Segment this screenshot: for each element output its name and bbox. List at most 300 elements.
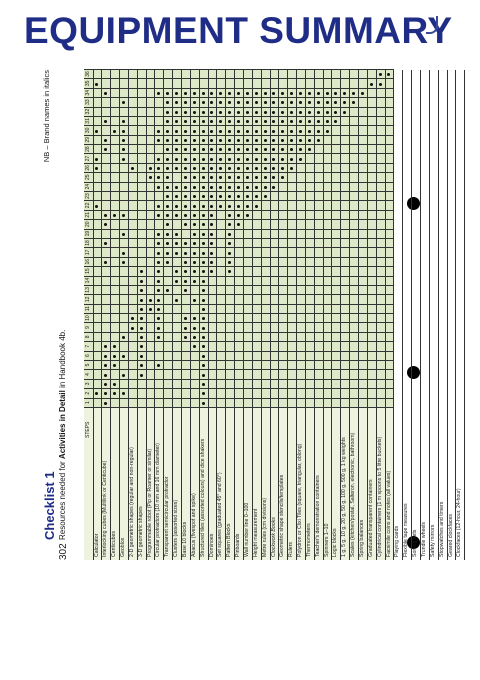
- step-dot: [140, 374, 143, 377]
- step-dot: [202, 402, 205, 405]
- column-number: 31: [85, 118, 91, 124]
- grid-line: [84, 229, 394, 230]
- column-number: 2: [85, 391, 91, 395]
- step-dot: [317, 130, 320, 133]
- equipment-grid: [84, 70, 463, 560]
- step-dot: [246, 205, 249, 208]
- step-dot: [175, 233, 178, 236]
- grid-line: [84, 285, 394, 286]
- step-dot: [202, 261, 205, 264]
- step-dot: [149, 167, 152, 170]
- step-dot: [184, 139, 187, 142]
- step-dot: [264, 111, 267, 114]
- column-number: 18: [85, 240, 91, 246]
- step-dot: [237, 158, 240, 161]
- step-dot: [308, 139, 311, 142]
- step-dot: [308, 111, 311, 114]
- step-dot: [113, 130, 116, 133]
- step-dot: [326, 92, 329, 95]
- grid-line: [84, 163, 394, 164]
- column-number: 16: [85, 258, 91, 265]
- grid-line: [84, 398, 394, 399]
- grid-line: [84, 369, 394, 370]
- equipment-label: Cylindrical containers (1 m spoons to 5 litre buckets): [376, 436, 383, 557]
- step-dot: [175, 111, 178, 114]
- checklist-subtitle: [58, 330, 67, 540]
- equipment-label: Metre rules (cm divisions): [261, 497, 268, 557]
- step-dot: [299, 139, 302, 142]
- step-dot: [246, 186, 249, 189]
- step-dot: [193, 158, 196, 161]
- equipment-label: Geared clockfaces: [447, 514, 454, 557]
- column-number: 19: [85, 230, 91, 237]
- checklist-header: [40, 70, 88, 560]
- checklist-title: Checklist 1: [42, 471, 57, 540]
- step-dot: [228, 158, 231, 161]
- step-dot: [202, 280, 205, 283]
- grid-line: [84, 69, 394, 70]
- step-dot: [140, 308, 143, 311]
- step-dot: [202, 205, 205, 208]
- step-dot: [202, 195, 205, 198]
- step-dot: [326, 111, 329, 114]
- column-number: 13: [85, 287, 91, 293]
- column-number: 28: [85, 146, 91, 152]
- column-number: 30: [85, 127, 91, 134]
- column-number: 26: [85, 165, 91, 171]
- banner-title: EQUIPMENT SUMMARY: [24, 10, 453, 51]
- grid-line: [84, 360, 394, 361]
- column-number: 29: [85, 136, 91, 143]
- column-number: 20: [85, 221, 91, 227]
- binder-hole-icon: [407, 197, 420, 210]
- step-dot: [264, 130, 267, 133]
- step-dot: [193, 299, 196, 302]
- step-dot: [175, 205, 178, 208]
- step-dot: [122, 139, 125, 142]
- grid-line: [84, 107, 394, 108]
- equipment-label: Clockwork Books: [270, 517, 277, 557]
- step-dot: [202, 299, 205, 302]
- step-dot: [193, 139, 196, 142]
- step-dot: [299, 158, 302, 161]
- binder-hole-icon: [407, 366, 420, 379]
- step-dot: [237, 92, 240, 95]
- step-dot: [166, 205, 169, 208]
- equipment-label: Thermometers: [305, 523, 312, 557]
- step-dot: [255, 111, 258, 114]
- grid-line: [84, 154, 394, 155]
- equipment-label: Spring balances: [359, 519, 365, 557]
- step-dot: [184, 205, 187, 208]
- grid-line: [84, 116, 394, 117]
- step-dot: [290, 130, 293, 133]
- column-number: 17: [85, 249, 91, 256]
- column-number: 35: [85, 80, 91, 87]
- step-dot: [326, 130, 329, 133]
- step-dot: [104, 374, 107, 377]
- step-dot: [228, 252, 231, 255]
- step-dot: [184, 214, 187, 217]
- step-dot: [202, 355, 205, 358]
- grid-line: [84, 78, 394, 79]
- step-dot: [317, 120, 320, 123]
- step-dot: [175, 299, 178, 302]
- step-dot: [202, 242, 205, 245]
- column-number: 5: [85, 363, 91, 367]
- step-dot: [166, 111, 169, 114]
- step-dot: [122, 214, 125, 217]
- step-dot: [202, 233, 205, 236]
- equipment-label: Facsimile coins and notes (all values): [385, 470, 392, 557]
- column-number: 15: [85, 268, 91, 274]
- grid-line: [84, 341, 394, 342]
- column-number: 36: [85, 71, 91, 77]
- step-dot: [299, 130, 302, 133]
- step-dot: [379, 73, 382, 76]
- step-dot: [175, 252, 178, 255]
- step-dot: [140, 327, 143, 330]
- step-dot: [140, 364, 143, 367]
- step-dot: [228, 130, 231, 133]
- step-dot: [343, 111, 346, 114]
- step-dot: [140, 299, 143, 302]
- step-dot: [122, 374, 125, 377]
- equipment-label: Pattern Blocks: [226, 523, 233, 557]
- step-dot: [237, 139, 240, 142]
- equipment-summary-banner: [16, 6, 453, 56]
- step-dot: [184, 167, 187, 170]
- step-dot: [175, 186, 178, 189]
- step-dot: [193, 214, 196, 217]
- step-dot: [202, 336, 205, 339]
- column-number: 4: [85, 373, 91, 376]
- step-dot: [184, 336, 187, 339]
- step-dot: [175, 280, 178, 283]
- step-dot: [202, 327, 205, 330]
- step-dot: [166, 158, 169, 161]
- step-dot: [264, 148, 267, 151]
- step-dot: [228, 111, 231, 114]
- step-dot: [202, 120, 205, 123]
- step-dot: [317, 92, 320, 95]
- equipment-label: Spinners 1–10: [323, 523, 330, 557]
- column-number: 7: [85, 344, 91, 348]
- step-dot: [131, 167, 134, 170]
- equipment-label: Safety mirrors: [429, 524, 436, 557]
- equipment-label: Transparent semicircular protractor: [164, 476, 171, 557]
- step-dot: [308, 130, 311, 133]
- step-dot: [202, 186, 205, 189]
- equipment-label: Abacus (fivespot and spike): [190, 493, 197, 557]
- step-dot: [202, 289, 205, 292]
- step-dot: [246, 92, 249, 95]
- equipment-label: Centicubes: [111, 531, 118, 557]
- subtitle-bold: Activities in Detail: [58, 390, 67, 460]
- step-dot: [264, 158, 267, 161]
- equipment-label: Dominoes: [208, 533, 215, 557]
- step-dot: [202, 383, 205, 386]
- equipment-label: Scales (kitchen/postal, Salteron, electronic, bathroom): [350, 432, 357, 557]
- step-dot: [122, 233, 125, 236]
- step-dot: [264, 167, 267, 170]
- step-dot: [246, 139, 249, 142]
- step-dot: [184, 252, 187, 255]
- equipment-label: 1 g, 5 g, 10 g, 20 g, 50 g, 100 g, 500 g, 1 kg weights: [341, 437, 348, 557]
- step-dot: [184, 92, 187, 95]
- column-number: 10: [85, 315, 91, 321]
- column-number: 32: [85, 108, 91, 115]
- equipment-label: Geoblox: [120, 537, 127, 557]
- brand-names-note: NB – Brand names in italics: [42, 70, 51, 163]
- step-dot: [308, 120, 311, 123]
- equipment-label: Flexible tape measures: [403, 503, 410, 557]
- step-dot: [113, 355, 116, 358]
- equipment-label: Set squares (graduated 45° and 60°): [217, 472, 224, 557]
- grid-line: [84, 247, 394, 248]
- step-dot: [290, 111, 293, 114]
- grid-line: [84, 294, 394, 295]
- column-number: 33: [85, 99, 91, 105]
- equipment-label: Teacher's demonstration containers: [314, 475, 321, 557]
- step-dot: [166, 130, 169, 133]
- page-number: 302: [58, 543, 69, 560]
- step-dot: [281, 130, 284, 133]
- step-dot: [175, 158, 178, 161]
- step-dot: [193, 252, 196, 255]
- subtitle-prefix: Resources needed for: [58, 459, 67, 540]
- step-dot: [140, 355, 143, 358]
- step-dot: [202, 111, 205, 114]
- step-dot: [246, 111, 249, 114]
- equipment-label: Base 10 blocks: [182, 521, 188, 557]
- grid-line: [84, 323, 394, 324]
- step-dot: [290, 158, 293, 161]
- step-dot: [184, 280, 187, 283]
- equipment-label: Clusters (assorted sizes): [173, 499, 180, 557]
- grid-line: [84, 351, 394, 352]
- equipment-label: Geometric shape stencils/templates: [279, 474, 286, 557]
- step-dot: [264, 139, 267, 142]
- column-number: 9: [85, 326, 91, 329]
- grid-line: [84, 135, 394, 136]
- column-number: 3: [85, 382, 91, 386]
- grid-line: [84, 97, 394, 98]
- step-dot: [193, 111, 196, 114]
- equipment-label: Playing cards: [394, 525, 401, 557]
- step-dot: [149, 308, 152, 311]
- step-dot: [184, 186, 187, 189]
- step-dot: [140, 289, 143, 292]
- step-dot: [193, 336, 196, 339]
- grid-line: [464, 70, 465, 560]
- equipment-label: Pinboards: [235, 533, 242, 557]
- step-dot: [202, 139, 205, 142]
- step-dot: [193, 242, 196, 245]
- column-number: 21: [85, 212, 91, 218]
- column-number: 23: [85, 193, 91, 199]
- equipment-label: Wall number line 0–100: [243, 502, 250, 557]
- step-dot: [255, 186, 258, 189]
- step-dot: [193, 280, 196, 283]
- grid-line: [84, 304, 394, 305]
- step-dot: [264, 120, 267, 123]
- step-dot: [193, 92, 196, 95]
- step-dot: [264, 186, 267, 189]
- step-dot: [122, 130, 125, 133]
- step-dot: [122, 252, 125, 255]
- step-dot: [193, 205, 196, 208]
- step-dot: [193, 186, 196, 189]
- step-dot: [193, 130, 196, 133]
- step-dot: [202, 167, 205, 170]
- grid-line: [84, 182, 394, 183]
- step-dot: [184, 111, 187, 114]
- step-dot: [202, 92, 205, 95]
- grid-line: [84, 276, 394, 277]
- step-dot: [299, 92, 302, 95]
- equipment-label: Graduated transparent containers: [367, 479, 374, 557]
- step-dot: [246, 158, 249, 161]
- step-dot: [193, 233, 196, 236]
- step-dot: [361, 92, 364, 95]
- equipment-label: Polydron or Clixi Tiles (square, triangular, oblong): [297, 443, 304, 557]
- equipment-label: Clockfaces (12-hour, 24-hour): [456, 488, 463, 557]
- step-dot: [184, 261, 187, 264]
- step-dot: [202, 364, 205, 367]
- step-dot: [264, 92, 267, 95]
- column-number: 34: [85, 89, 91, 96]
- grid-line: [84, 388, 394, 389]
- step-dot: [193, 167, 196, 170]
- grid-line: [84, 313, 394, 314]
- step-dot: [193, 261, 196, 264]
- equipment-label: Trundle wheels: [420, 522, 427, 557]
- column-number: 12: [85, 296, 91, 303]
- step-dot: [202, 130, 205, 133]
- steps-label: STEPS: [85, 421, 91, 438]
- step-dot: [228, 205, 231, 208]
- equipment-label: Rulers: [288, 542, 295, 557]
- step-dot: [122, 355, 125, 358]
- step-dot: [202, 214, 205, 217]
- step-dot: [219, 130, 222, 133]
- step-dot: [379, 83, 382, 86]
- step-dot: [317, 111, 320, 114]
- grid-line: [84, 144, 394, 145]
- grid-line: [84, 238, 394, 239]
- grid-line: [84, 200, 394, 201]
- step-dot: [140, 280, 143, 283]
- step-dot: [264, 195, 267, 198]
- grid-line: [84, 172, 394, 173]
- equipment-label: Calculator: [93, 533, 100, 557]
- grid-line: [84, 125, 394, 126]
- column-number: 6: [85, 354, 91, 358]
- grid-line: [84, 407, 394, 408]
- step-dot: [202, 308, 205, 311]
- subtitle-suffix: in Handbook 4b.: [58, 329, 67, 391]
- step-dot: [166, 252, 169, 255]
- step-dot: [246, 130, 249, 133]
- equipment-label: Circular protractors (10 mm and 16 mm diameter): [155, 443, 162, 557]
- step-dot: [184, 130, 187, 133]
- column-number: 11: [85, 306, 91, 312]
- column-number: 8: [85, 335, 91, 339]
- step-dot: [237, 205, 240, 208]
- step-dot: [255, 139, 258, 142]
- step-dot: [255, 158, 258, 161]
- step-dot: [237, 186, 240, 189]
- grid-line: [84, 88, 394, 89]
- step-dot: [193, 120, 196, 123]
- step-dot: [255, 167, 258, 170]
- step-dot: [246, 167, 249, 170]
- step-dot: [184, 327, 187, 330]
- step-dot: [131, 327, 134, 330]
- checklist-page: [40, 70, 463, 560]
- equipment-label: Programmable robot (Pip or Roamer or similar): [146, 448, 153, 557]
- grid-line: [84, 257, 394, 258]
- step-dot: [326, 120, 329, 123]
- column-number: 24: [85, 183, 91, 190]
- equipment-label: Height measurement: [252, 508, 259, 557]
- equipment-label: Interlocking cubes (Multilink or Centicube): [102, 460, 109, 557]
- step-dot: [202, 158, 205, 161]
- step-dot: [140, 336, 143, 339]
- step-dot: [255, 120, 258, 123]
- step-dot: [246, 214, 249, 217]
- grid-line: [84, 379, 394, 380]
- grid-line: [84, 266, 394, 267]
- grid-line: [84, 219, 394, 220]
- step-dot: [237, 130, 240, 133]
- step-dot: [255, 92, 258, 95]
- column-number: 22: [85, 202, 91, 209]
- equipment-label: Sorting sets: [412, 529, 419, 557]
- column-number: 1: [85, 401, 91, 404]
- equipment-label: Logic blocks: [332, 528, 339, 557]
- grid-line: [84, 191, 394, 192]
- step-dot: [228, 233, 231, 236]
- grid-line: [84, 210, 394, 211]
- step-dot: [308, 92, 311, 95]
- equipment-label: Structured tiles (assorted colours) and dice shakers: [199, 438, 206, 557]
- equipment-label: 3-D geometric shapes: [137, 506, 144, 557]
- step-dot: [122, 158, 125, 161]
- step-dot: [184, 158, 187, 161]
- step-dot: [370, 83, 373, 86]
- step-dot: [122, 261, 125, 264]
- equipment-label: Stopwatches and timers: [438, 501, 445, 557]
- column-number: 14: [85, 277, 91, 284]
- equipment-label: 2-D geometric shapes (regular and non-regular): [128, 447, 135, 557]
- step-dot: [202, 374, 205, 377]
- step-dot: [255, 130, 258, 133]
- column-number: 25: [85, 174, 91, 181]
- step-dot: [255, 205, 258, 208]
- step-dot: [237, 111, 240, 114]
- step-dot: [175, 130, 178, 133]
- step-dot: [202, 252, 205, 255]
- step-dot: [175, 139, 178, 142]
- step-dot: [299, 111, 302, 114]
- step-dot: [193, 327, 196, 330]
- step-dot: [149, 299, 152, 302]
- column-number: 27: [85, 155, 91, 162]
- grid-line: [84, 332, 394, 333]
- step-dot: [317, 139, 320, 142]
